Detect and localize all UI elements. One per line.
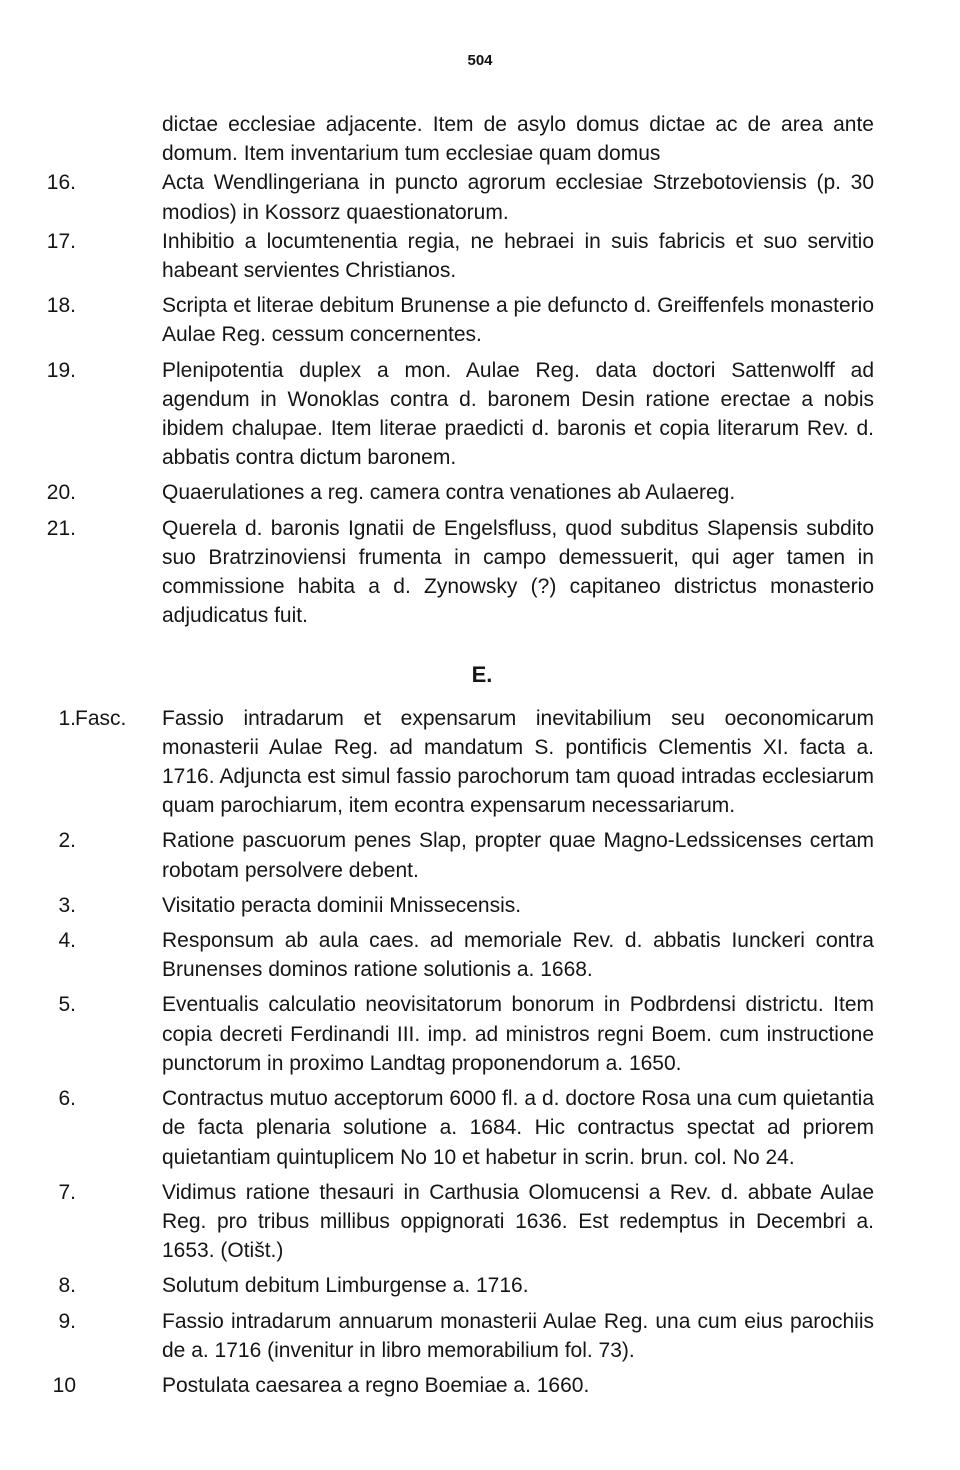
list-item bbox=[0, 291, 874, 349]
list-item bbox=[0, 1307, 874, 1365]
list-item bbox=[0, 826, 874, 884]
item-number: 8. bbox=[58, 1274, 76, 1298]
item-number: 3. bbox=[58, 893, 76, 917]
item-number: 6. bbox=[58, 1087, 76, 1111]
list-item bbox=[0, 1271, 874, 1300]
item-number: 19. bbox=[46, 358, 76, 382]
item-number: 4. bbox=[58, 929, 76, 953]
item-text: Vidimus ratione thesauri in Carthusia Olomucensi a Rev. d. abbate Aulae Reg. pro tribus millibus oppignorati 1636. Est redemptus in Decembri a. 1653. (Otišt.) bbox=[162, 1180, 874, 1263]
list-item bbox=[0, 1084, 874, 1172]
list-item bbox=[0, 891, 874, 920]
list-item bbox=[0, 704, 874, 821]
item-text: Eventualis calculatio neovisitatorum bonorum in Podbrdensi districtu. Item copia decreti Ferdinandi III. imp. ad ministros regni Boem. cum instructione punctorum in proximo Landtag proponendorum a. 1650. bbox=[162, 993, 874, 1075]
item-text: Responsum ab aula caes. ad memoriale Rev. d. abbatis Iunckeri contra Brunenses dominos ratione solutionis a. 1668. bbox=[162, 929, 874, 982]
intro-paragraph bbox=[0, 110, 874, 168]
item-number: 20. bbox=[46, 481, 76, 505]
item-number: 17. bbox=[46, 229, 76, 253]
list-item bbox=[0, 227, 874, 285]
item-text: Fassio intradarum et expensarum inevitabilium seu oeconomicarum monasterii Aulae Reg. ad mandatum S. pontificis Clementis XI. facta a. 1716. Adjuncta est simul fassio parochorum tam quoad intradas ecclesiarum quam parochiarum, item econtra expensarum necessariarum. bbox=[162, 706, 874, 818]
item-number: 9. bbox=[58, 1309, 76, 1333]
item-text: Quaerulationes a reg. camera contra venationes ab Aulaereg. bbox=[162, 481, 736, 505]
list-item bbox=[0, 478, 874, 507]
item-number: 10 bbox=[52, 1373, 76, 1397]
item-text: Acta Wendlingeriana in puncto agrorum ecclesiae Strzebotoviensis (p. 30 modios) in Kossorz quaestionatorum. bbox=[162, 171, 874, 224]
item-text: Contractus mutuo acceptorum 6000 fl. a d. doctore Rosa una cum quietantia de facta plenaria solutione a. 1684. Hic contractus spectat ad priorem quietantiam quintuplicem No 10 et habetur in scrin. brun. col. No 24. bbox=[162, 1087, 874, 1169]
item-text: Visitatio peracta dominii Mnissecensis. bbox=[162, 893, 522, 917]
fasc-label: Fasc. bbox=[75, 706, 127, 730]
item-text: Querela d. baronis Ignatii de Engelsfluss, quod subditus Slapensis subdito suo Bratrzinoviensi frumenta in campo demessuerit, qui ager tamen in commissione habita a d. Zynowsky (?) capitaneo districtus monasterio adjudicatus fuit. bbox=[162, 516, 874, 628]
item-number: 7. bbox=[58, 1180, 76, 1204]
list-item bbox=[0, 1178, 874, 1266]
item-text: Inhibitio a locumtenentia regia, ne hebraei in suis fabricis et suo servitio habeant servientes Christianos. bbox=[162, 229, 874, 283]
list-item bbox=[0, 990, 874, 1078]
list-item bbox=[0, 168, 874, 226]
section-heading: E. bbox=[471, 662, 493, 688]
item-number: 21. bbox=[46, 516, 76, 540]
item-text: Postulata caesarea a regno Boemiae a. 1660. bbox=[162, 1373, 590, 1397]
list-item bbox=[0, 514, 874, 631]
list-item bbox=[0, 926, 874, 984]
item-text: Scripta et literae debitum Brunense a pie defuncto d. Greiffenfels monasterio Aulae Reg. cessum concernentes. bbox=[162, 294, 874, 347]
item-list-after bbox=[0, 704, 960, 1400]
item-number: 5. bbox=[58, 993, 76, 1017]
item-number: 2. bbox=[58, 829, 76, 853]
item-list-before bbox=[0, 168, 960, 630]
item-text: Plenipotentia duplex a mon. Aulae Reg. data doctori Sattenwolff ad agendum in Wonoklas contra d. baronem Desin ratione erectae a nobis ibidem chalupae. Item literae praedicti d. baronis et copia literarum Rev. d. abbatis contra dictum baronem. bbox=[162, 358, 874, 470]
item-number: 18. bbox=[46, 294, 76, 318]
page-content bbox=[0, 110, 960, 1400]
item-number: 16. bbox=[46, 171, 76, 195]
list-item bbox=[0, 1371, 874, 1400]
list-item bbox=[0, 356, 874, 473]
intro-text: dictae ecclesiae adjacente. Item de asylo domus dictae ac de area ante domum. Item inventarium tum ecclesiae quam domus bbox=[162, 113, 874, 166]
page-number: 504 bbox=[467, 52, 493, 69]
item-number: 1. bbox=[58, 706, 76, 730]
item-text: Fassio intradarum annuarum monasterii Aulae Reg. una cum eius parochiis de a. 1716 (invenitur in libro memorabilium fol. 73). bbox=[162, 1309, 874, 1362]
item-text: Solutum debitum Limburgense a. 1716. bbox=[162, 1274, 529, 1298]
item-text: Ratione pascuorum penes Slap, propter quae Magno-Ledssicenses certam robotam persolvere debent. bbox=[162, 829, 874, 882]
